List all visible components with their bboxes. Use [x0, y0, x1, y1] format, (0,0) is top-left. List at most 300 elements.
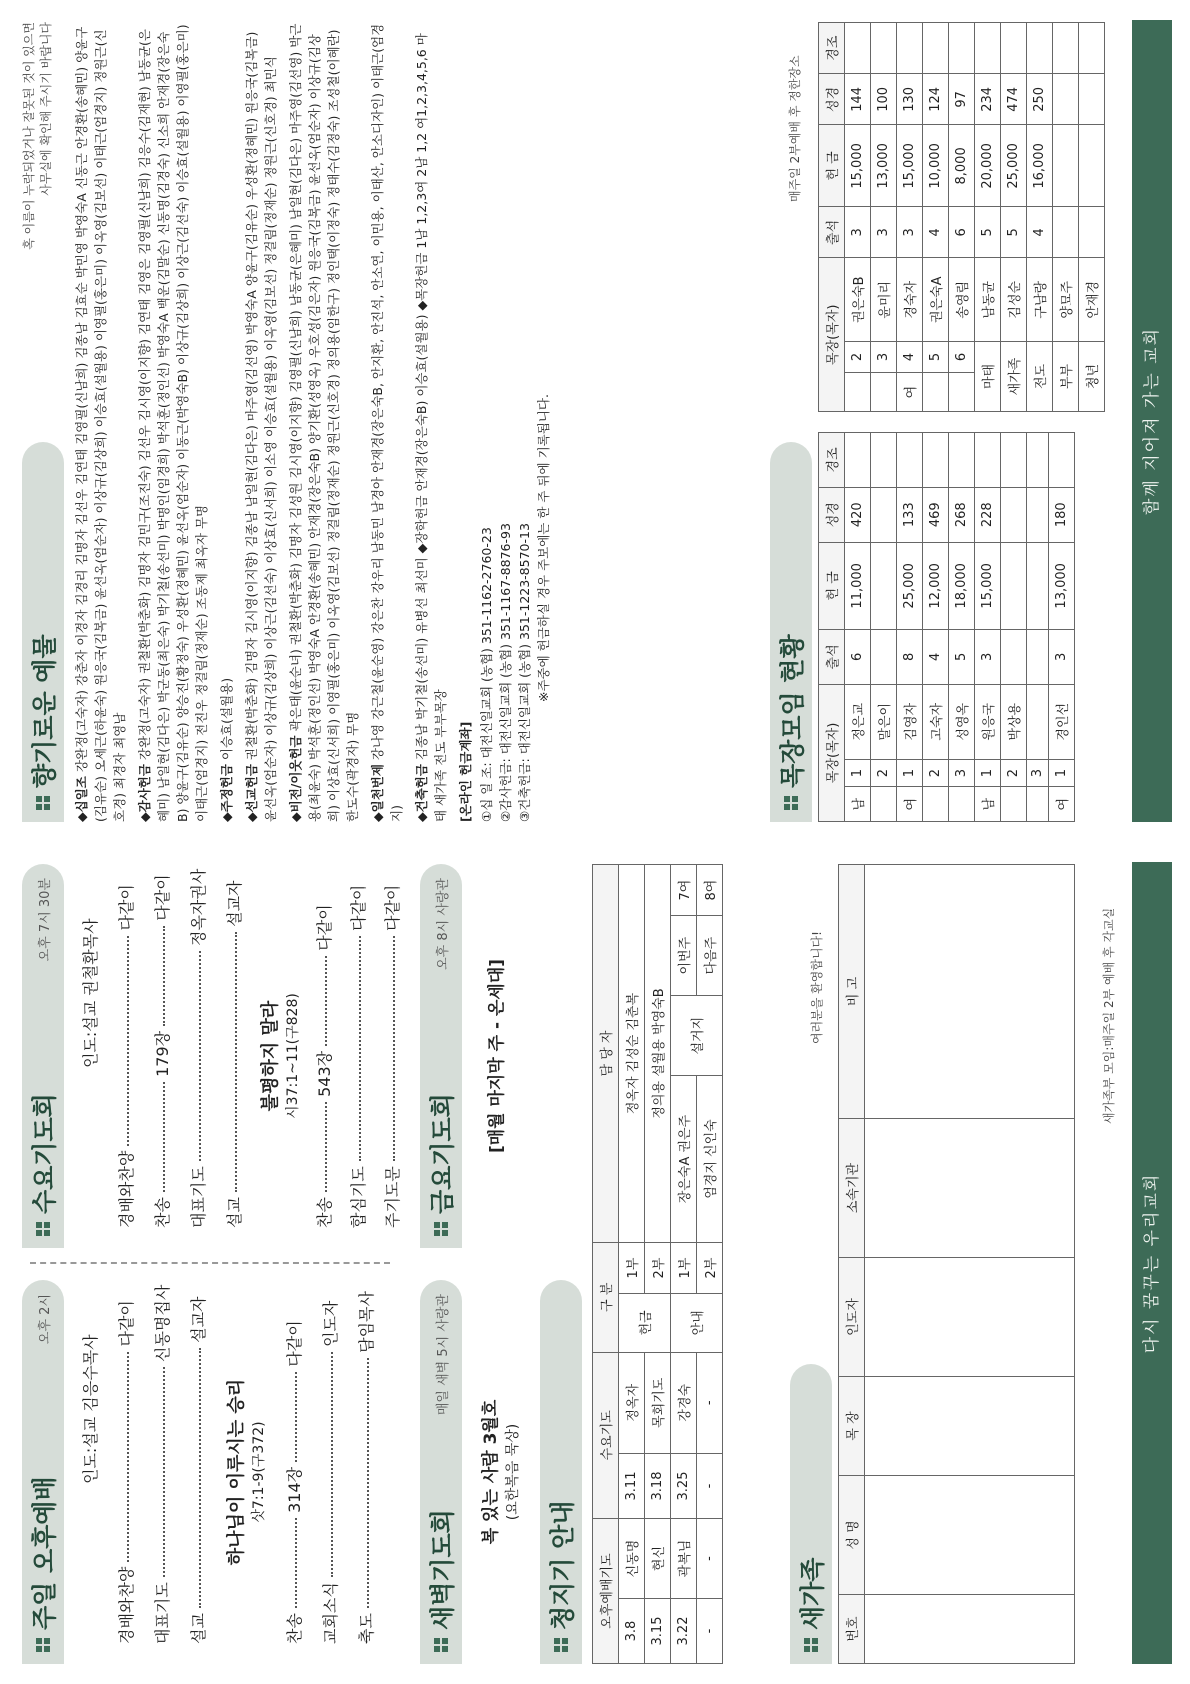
dawn-time: 매일 새벽 5시 사랑관: [435, 1294, 451, 1416]
table-row: [975, 433, 1001, 822]
table-row: [949, 433, 975, 822]
cell: [1027, 433, 1049, 488]
offering-title: 향기로운 예물: [30, 634, 59, 788]
offering-names: 강나영 강근철(윤순영) 강은찬 강우리 남동민 남경아 안재경(장은숙B, 안지환, 안진석, 안소연, 이민용, 이태산, 안소디자인) 이태근(엄경지): [370, 23, 404, 822]
cell: [975, 433, 1001, 488]
row-value: 다같이: [153, 874, 172, 921]
cell: [949, 23, 975, 74]
cell: 청년: [1079, 341, 1105, 411]
cell: 엄경지 신인숙: [697, 1076, 723, 1243]
newfamily-table: [838, 864, 1075, 1664]
dawn-text: 복 있는 사람 3월호: [481, 1399, 501, 1545]
offering-paragraph: [135, 22, 211, 822]
cell: [897, 433, 923, 488]
leader-dots: [127, 936, 129, 1146]
offering-paragraph: [412, 22, 450, 822]
wednesday-header: [22, 864, 64, 1248]
cell: 3.15: [645, 1598, 671, 1663]
sunday-title: 주일 오후예배: [30, 1476, 59, 1630]
friday-header: [420, 864, 462, 1248]
offering-label: ◆십일조: [74, 776, 89, 822]
cell: 180: [1049, 487, 1075, 542]
cell: 15,000: [897, 125, 923, 207]
wednesday-sermon-title: 불평하지 말라: [260, 1000, 281, 1112]
cell: 송영림: [949, 258, 975, 341]
cell: 4: [1027, 207, 1053, 258]
header-cell: 목 장: [839, 1377, 865, 1476]
steward-table: [592, 864, 723, 1664]
table-row: [697, 865, 723, 1664]
online-title: [온라인 헌금계좌]: [458, 721, 473, 822]
table-row: [1001, 23, 1027, 412]
leader-dots: [163, 1082, 165, 1192]
cell: [1049, 433, 1075, 488]
footer-right: 함께 지어져 가는 교회: [1132, 20, 1172, 822]
wednesday-sermon-ref: 시37:1~11(구828): [285, 993, 301, 1119]
cell: 18,000: [949, 542, 975, 629]
cell: 신동명: [619, 1519, 645, 1599]
cell: [871, 23, 897, 74]
cell: [871, 373, 897, 412]
cell: 남동균: [975, 258, 1001, 341]
hymn-number: 543장: [315, 1050, 334, 1097]
cell: [1001, 433, 1027, 488]
cell: 전도: [1027, 341, 1053, 411]
cell: 124: [923, 74, 949, 125]
header-cell: 헌 금: [819, 542, 845, 629]
cell: 3: [845, 207, 871, 258]
row-label: 찬송: [285, 1613, 304, 1644]
cell: [1079, 74, 1105, 125]
cell: 원응국: [975, 684, 1001, 759]
row-label: 축도: [357, 1613, 376, 1644]
mokjang-table-right: [818, 22, 1105, 412]
sunday-sermon-ref: 삿7:1-9(구372): [251, 1421, 267, 1523]
cell: 윤미리: [871, 258, 897, 341]
cell: 현신: [645, 1519, 671, 1599]
header-cell: 인도자: [839, 1258, 865, 1377]
row-value: 인도자: [321, 1300, 340, 1347]
cell: 5: [1001, 207, 1027, 258]
cell: 5: [923, 341, 949, 372]
notice-line: 혹 이름이 누락되었거나 잘못된 것이 있으면: [22, 22, 36, 250]
cell: 여: [897, 787, 923, 822]
row-label: 교회소식: [321, 1582, 340, 1644]
row-value: 다같이: [349, 884, 368, 931]
wednesday-time: 오후 7시 30분: [37, 878, 53, 962]
header-cell: 성경: [819, 74, 845, 125]
leader-dots: [367, 1358, 369, 1608]
cell: [871, 630, 897, 685]
table-row: [845, 433, 871, 822]
header-cell: 성경: [819, 487, 845, 542]
cell: 4: [923, 207, 949, 258]
row-label: 주기도문: [383, 1166, 402, 1228]
cell: 474: [1001, 74, 1027, 125]
cell: 곽복님: [671, 1519, 697, 1599]
sunday-row: [186, 1297, 209, 1644]
table-row: [1001, 433, 1027, 822]
cell: 3: [1049, 630, 1075, 685]
offering-label: ◆건축헌금: [414, 764, 429, 822]
cell: 2: [1001, 759, 1027, 787]
sunday-header: [22, 1280, 64, 1664]
sunday-time: 오후 2시: [37, 1294, 53, 1345]
table-row: [923, 433, 949, 822]
cell: 6: [949, 341, 975, 372]
cell: 남: [975, 787, 1001, 822]
table-row: [871, 23, 897, 412]
cell: [1053, 125, 1079, 207]
cell: 4: [923, 630, 949, 685]
cell: 6: [845, 630, 871, 685]
cell: 헌금: [619, 1294, 671, 1352]
cell: 정은교: [845, 684, 871, 759]
cell: [923, 23, 949, 74]
wednesday-row: [312, 904, 335, 1228]
offering-paragraph: [242, 22, 280, 822]
table-header-row: [819, 23, 845, 412]
row-label: 경배와찬양: [117, 1150, 136, 1228]
cell: 11,000: [845, 542, 871, 629]
cell: 새가족: [1001, 341, 1027, 411]
header-cell: 목장(목자): [819, 684, 845, 821]
table-row: [1049, 433, 1075, 822]
cell: 부부: [1053, 341, 1079, 411]
hymn-number: 179장: [153, 1030, 172, 1077]
account-line: ②감사헌금: 대전신일교회 (농협) 351-1167-8876-93: [498, 523, 513, 822]
table-row: [897, 433, 923, 822]
row-label: 합심기도: [349, 1166, 368, 1228]
section-bullet-icon: [36, 1222, 50, 1236]
leader-dots: [163, 926, 165, 1026]
cell: 설거지: [671, 996, 723, 1076]
leader-dots: [295, 1372, 297, 1462]
dawn-sub: (요한복음 묵상): [505, 1423, 521, 1521]
offering-label: ◆비전/이웃헌금: [288, 735, 303, 822]
cell: [975, 23, 1001, 74]
table-row: [1053, 23, 1079, 412]
table-row: [671, 865, 697, 1664]
section-bullet-icon: [36, 1638, 50, 1652]
offering-paragraph: [286, 22, 362, 822]
friday-time: 오후 8시 사랑관: [435, 878, 451, 970]
newfamily-note: 여러분을 환영합니다!: [810, 931, 824, 1044]
cell: 강경숙: [671, 1352, 697, 1453]
table-row: [871, 433, 897, 822]
dawn-header: [420, 1280, 462, 1664]
wednesday-row: [346, 885, 369, 1228]
row-label: 대표기도: [153, 1582, 172, 1644]
cell: 12,000: [923, 542, 949, 629]
cell: 목회기도: [645, 1352, 671, 1453]
table-row: [1027, 433, 1049, 822]
cell: -: [697, 1519, 723, 1599]
footer-left: 다시 꿈꾸는 우리교회: [1132, 862, 1172, 1664]
cell: [871, 433, 897, 488]
cell: 13,000: [1049, 542, 1075, 629]
row-value: 다같이: [285, 1320, 304, 1367]
header-cell: 담 당 자: [593, 865, 619, 1243]
sunday-leader: 인도:설교 김응수목사: [81, 1334, 100, 1484]
notice-line: 사무실에 확인해 주시기 바랍니다: [39, 22, 53, 196]
cell: 8여: [697, 865, 723, 916]
account-line: ③건축헌금: 대전신일교회 (농협) 351-1223-8570-13: [517, 523, 532, 822]
cell: [845, 23, 871, 74]
cell: 구남랑: [1027, 258, 1053, 341]
leader-dots: [325, 956, 327, 1046]
cell: 25,000: [1001, 125, 1027, 207]
table-row: [897, 23, 923, 412]
row-value: 정옥자권사: [189, 868, 208, 946]
cell: 이번주: [671, 916, 697, 996]
leader-dots: [235, 932, 237, 1192]
cell: [871, 487, 897, 542]
leader-dots: [393, 936, 395, 1161]
cell: [1027, 684, 1049, 759]
cell: 10,000: [923, 125, 949, 207]
table-header-row: [839, 865, 865, 1664]
cell: 여: [1049, 787, 1075, 822]
offering-notice: [20, 22, 54, 322]
cell: 성영옥: [949, 684, 975, 759]
cell: [1079, 207, 1105, 258]
cell: 경숙자: [897, 258, 923, 341]
table-header-row: [819, 433, 845, 822]
offering-label: ◆감사헌금: [137, 764, 152, 822]
row-label: 찬송: [153, 1197, 172, 1228]
cell: [1001, 487, 1027, 542]
cell: 3.22: [671, 1598, 697, 1663]
cell: [949, 433, 975, 488]
steward-header: [540, 1280, 582, 1664]
cell: [1053, 74, 1079, 125]
table-row: [865, 865, 1075, 1664]
cell: 130: [897, 74, 923, 125]
cell: 권은숙B: [845, 258, 871, 341]
row-value: 설교자: [189, 1296, 208, 1343]
sunday-row: [318, 1301, 341, 1644]
cell: 5: [949, 630, 975, 685]
offering-paragraph: [368, 22, 406, 822]
table-row: [1079, 23, 1105, 412]
cell: 420: [845, 487, 871, 542]
cell: 16,000: [1027, 125, 1053, 207]
cell: 다음주: [697, 916, 723, 996]
table-row: [619, 865, 645, 1664]
cell: 3: [949, 759, 975, 787]
cell: 15,000: [975, 542, 1001, 629]
cell: [897, 23, 923, 74]
cell: [1027, 487, 1049, 542]
offering-names: 강완정(고숙자) 권철환(박춘화) 김명자 김민구(조진숙) 김선우 김시영(이지향) 김연태 김영은 김영필(신남희) 김응수(김재현) 남동균(은혜미) 남일현(김다은) 박군동(최은숙) 박기철(송선미) 박명인(임경희) 박석훈(정인선) 박영숙A 백운(김말순) 신동명(김경숙) 신소희 안재경(장은숙B) 양윤구(김유순) 양승진(황정숙) 우성환(정혜민) 윤선옥(엄순자) 이동근(박영숙B) 이상규(김상희) 이상근(김선숙) 이승효(설월용) 이영필(홍은미) 이태근(엄경지) 전진우 정걸림(정재순) 조동제 최옥자 무명: [137, 24, 209, 822]
friday-text: [매월 마지막 주 - 온세대]: [487, 958, 507, 1154]
table-row: [923, 23, 949, 412]
wednesday-row: [222, 881, 245, 1228]
cell: [1027, 542, 1049, 629]
header-cell: 수요기도: [593, 1352, 619, 1518]
mokjang-table-left: [818, 432, 1075, 822]
cell: [949, 373, 975, 412]
section-bullet-icon: [554, 1638, 568, 1652]
wednesday-row: [380, 885, 403, 1228]
cell: -: [697, 1352, 723, 1453]
offering-names: 곽은태(윤순녀) 권철환(박춘화) 김명자 김성원 김시영(이지향) 김영필(신남희) 남동균(은혜미) 남일현(김다은) 마주영(김선영) 박근용(최윤숙) 박석훈(정인선) 박영숙A 안경환(송혜민) 안재경(장은숙B) 양기환(성영옥) 우호성(김은자) 원응국(김복금) 윤선옥(엄순자) 이상규(김상희) 이상효(신서희) 이영필(홍은미) 이옥영(김보선) 정걸림(정재순) 정원근(신호경) 정의용(임한구) 정인택(이정숙) 정태수(김정숙) 조성철(이혜란) 한도수(곽경자) 무명: [288, 23, 360, 822]
leader-dots: [331, 1352, 333, 1577]
cell: 2: [871, 759, 897, 787]
cell: [1079, 23, 1105, 74]
wednesday-title: 수요기도회: [30, 1093, 59, 1214]
cell: 마태: [975, 341, 1001, 411]
cell: 3: [897, 207, 923, 258]
wednesday-row: [114, 884, 137, 1228]
leader-dots: [295, 1518, 297, 1608]
cell: 1: [845, 759, 871, 787]
sunday-row: [282, 1320, 305, 1644]
cell: [1001, 630, 1027, 685]
cell: 2: [923, 759, 949, 787]
cell: [1027, 630, 1049, 685]
friday-title: 금요기도회: [428, 1093, 457, 1214]
cell: 250: [1027, 74, 1053, 125]
wednesday-row: [150, 874, 173, 1228]
cell: 2: [845, 341, 871, 372]
header-cell: 소속기관: [839, 1119, 865, 1258]
header-cell: 출석: [819, 630, 845, 685]
row-value: 다같이: [117, 1300, 136, 1347]
cell: 25,000: [897, 542, 923, 629]
header-cell: 비 고: [839, 865, 865, 1119]
cell: 정옥자 김성순 김춘복: [619, 865, 645, 1243]
row-value: 담임목사: [357, 1291, 376, 1353]
cell: 3: [871, 207, 897, 258]
row-value: 다같이: [383, 884, 402, 931]
cell: 100: [871, 74, 897, 125]
row-value: 설교자: [225, 880, 244, 927]
cell: [1001, 787, 1027, 822]
cell: 남: [845, 787, 871, 822]
cell: [1027, 23, 1053, 74]
cell: 정옥자: [619, 1352, 645, 1453]
offering-label: ◆주정헌금: [219, 764, 234, 822]
cell: 144: [845, 74, 871, 125]
left-page: [0, 842, 1190, 1684]
offering-label: ◆일천번제: [370, 764, 385, 822]
column-divider: [30, 1262, 390, 1264]
sunday-row: [150, 1285, 173, 1644]
offering-names: 권철환(박춘화) 김명자 김시영(이지향) 김종남 남일현(김다은) 마주영(김선영) 박영숙A 양윤구(김유순) 우성환(정혜민) 원응국(김복금) 윤선옥(엄순자) 이상규(김상희) 이상근(김선숙) 이상효(신서희) 이소영 이승효(설월용) 이옥영(김보선) 정걸림(정재순) 정원근(신호경) 최민식: [244, 31, 278, 822]
cell: [845, 373, 871, 412]
header-cell: 번호: [839, 1595, 865, 1664]
cell: 5: [975, 207, 1001, 258]
header-cell: 경조: [819, 433, 845, 488]
newfamily-title: 새가족: [798, 1557, 827, 1630]
row-value: 신동명집사: [153, 1284, 172, 1362]
header-cell: 성 명: [839, 1476, 865, 1595]
cell: 469: [923, 487, 949, 542]
sunday-row: [354, 1291, 377, 1644]
sunday-row: [114, 1300, 137, 1644]
newfamily-footnote: 새가족부 모임:매주일 2부 예배 후 각교실: [1102, 907, 1116, 1124]
offering-names: 김종남 박기철(송선미) 유병선 최선미 ◆장학헌금 안재경(장은숙B) 이승효(설월용) ◆목장헌금 1남 1,2,3여 2남 1,2 여1,2,3,4,5,6 마태 새가족 전도 부부목장: [414, 33, 448, 822]
cell: -: [697, 1598, 723, 1663]
cell: [1027, 787, 1049, 822]
cell: 3.18: [645, 1454, 671, 1519]
cell: [1053, 207, 1079, 258]
cell: 8: [897, 630, 923, 685]
cell: 234: [975, 74, 1001, 125]
leader-dots: [199, 951, 201, 1161]
cell: [871, 542, 897, 629]
table-row: [1027, 23, 1053, 412]
offering-header: [22, 442, 64, 822]
row-label: 설교: [225, 1197, 244, 1228]
cell: 15,000: [845, 125, 871, 207]
header-cell: 헌 금: [819, 125, 845, 207]
cell: 6: [949, 207, 975, 258]
cell: [1001, 23, 1027, 74]
steward-title: 청지기 안내: [548, 1500, 577, 1630]
table-row: [645, 865, 671, 1664]
cell: 정의용 설월용 박영숙B: [645, 865, 671, 1243]
cell: 양묘주: [1053, 258, 1079, 341]
cell: 2부: [645, 1242, 671, 1293]
row-value: 다같이: [315, 904, 334, 951]
sunday-sermon-title: 하나님이 이루시는 승리: [226, 1378, 247, 1566]
cell: 경인선: [1049, 684, 1075, 759]
mokjang-title: 목장모임 현황: [778, 634, 807, 788]
cell: [949, 787, 975, 822]
header-cell: 목장(목자): [819, 258, 845, 412]
cell: 3: [871, 341, 897, 372]
cell: [923, 433, 949, 488]
cell: 1부: [671, 1242, 697, 1293]
section-bullet-icon: [36, 796, 50, 810]
leader-dots: [163, 1367, 165, 1577]
cell: [1053, 23, 1079, 74]
row-label: 대표기도: [189, 1166, 208, 1228]
leader-dots: [359, 936, 361, 1161]
offering-paragraph: [72, 22, 129, 822]
header-cell: 구 분: [593, 1242, 619, 1352]
cell: 8,000: [949, 125, 975, 207]
mokjang-note: 매주일 2부예배 후 정한장소: [788, 55, 802, 202]
cell: [1079, 125, 1105, 207]
table-row: [975, 23, 1001, 412]
cell: 여: [897, 373, 923, 412]
wednesday-row: [186, 869, 209, 1228]
section-bullet-icon: [784, 796, 798, 810]
cell: 안재경: [1079, 258, 1105, 341]
cell: 7여: [671, 865, 697, 916]
row-label: 경배와찬양: [117, 1566, 136, 1644]
offering-names: 이승효(설월용): [219, 677, 234, 761]
offering-names: 강완정(고숙자) 강춘자 이경자 김경리 김명자 김선우 김연태 김영필(신남희) 김종남 김효순 박민영 박영숙A 신동근 안경환(송혜민) 양윤구(김유순) 오세근(하윤숙) 원응국(김복금) 윤선옥(엄순자) 이상규(김상희) 이승효(설월용) 이영필(홍은미) 이옥영(김보선) 이태근(엄경지) 정원근(신호경) 최경자 최영남: [74, 26, 127, 822]
account-line: ①십 일 조: 대전신일교회 (농협) 351-1162-2760-23: [479, 527, 494, 822]
cell: [871, 787, 897, 822]
cell: -: [697, 1454, 723, 1519]
cell: 박상용: [1001, 684, 1027, 759]
cell: [1001, 542, 1027, 629]
row-value: 다같이: [117, 884, 136, 931]
cell: 1: [975, 759, 1001, 787]
cell: 말은이: [871, 684, 897, 759]
cell: 133: [897, 487, 923, 542]
leader-dots: [127, 1352, 129, 1562]
cell: 3.25: [671, 1454, 697, 1519]
cell: 권은숙A: [923, 258, 949, 341]
cell: 3: [975, 630, 1001, 685]
